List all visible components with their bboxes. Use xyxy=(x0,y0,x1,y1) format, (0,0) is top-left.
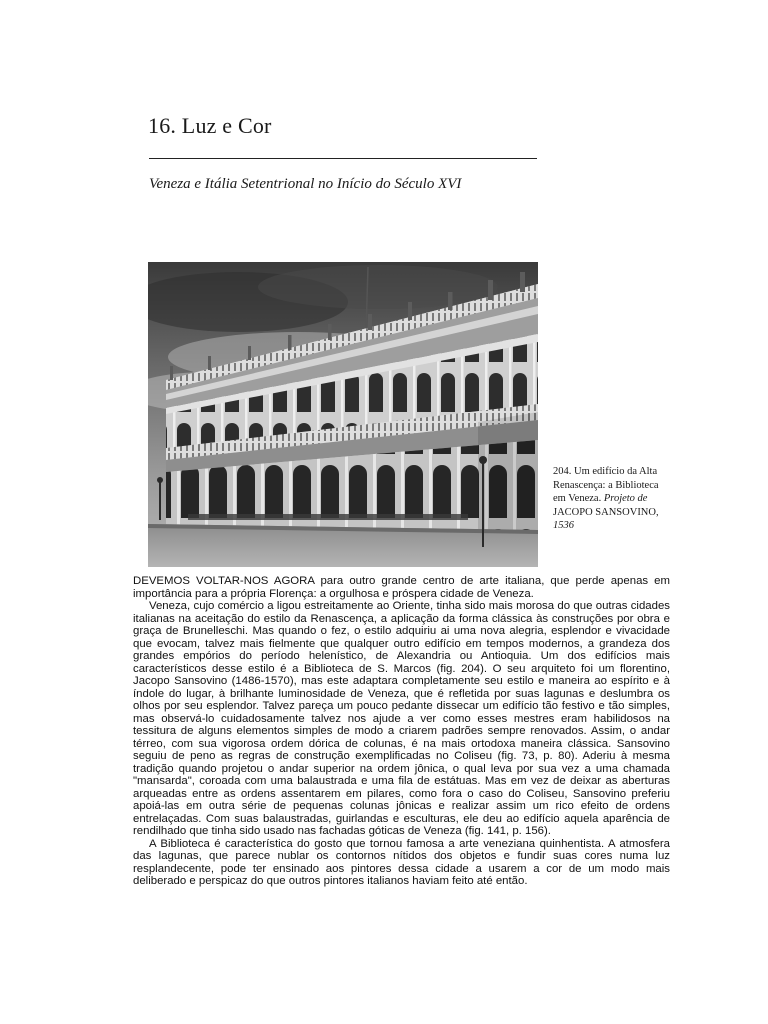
paragraph-3: A Biblioteca é característica do gosto que tornou famosa a arte veneziana quinhentista. A atmosfera das lagunas, que parece nublar os contornos nítidos dos objetos e fundir suas cores numa luz resplandecente, pode ter ensinado aos pintores dessa cidade a usarem a cor de um modo mais deliberado e perspicaz do que outros pintores italianos haviam feito até então. xyxy=(133,837,670,887)
caption-projeto: Projeto de xyxy=(603,493,648,505)
caption-text: 204. Um edifício da Alta Renascença: a Biblioteca em Veneza. xyxy=(553,466,659,505)
caption-author: JACOPO SANSOVINO, xyxy=(553,506,659,518)
chapter-subtitle: Veneza e Itália Setentrional no Início do Século XVI xyxy=(149,176,462,192)
paragraph-2: Veneza, cujo comércio a ligou estreitamente ao Oriente, tinha sido mais morosa do que outras cidades italianas na aceitação do estilo da Renascença, a aplicação da forma clássica às construções por obra e graça de Brunelleschi. Mas quando o fez, o estilo adquiriu ai uma nova alegria, esplendor e vivacidade que evocam, talvez mais fielmente que qualquer outro edifício em tempos modernos, a grandeza dos grandes empórios do período helenístico, de Alexandria ou Antioquia. Um dos edifícios mais característicos desse estilo é a Biblioteca de S. Marcos (fig. 204). O seu arquiteto foi um florentino, Jacopo Sansovino (1486-1570), mas este adaptara completamente seu estilo e maneira ao espírito e à índole do lugar, à brilhante luminosidade de Veneza, que é refletida por suas lagunas e deslumbra os olhos por seu esplendor. Talvez pareça um pouco pedante dissecar um edifício tão festivo e tão simples, mas observá-lo cuidadosamente talvez nos ajude a ver como esses mestres eram habilidosos na tessitura de alguns elementos simples de modo a criarem padrões sempre renovados. Assim, o andar térreo, com sua vigorosa ordem dórica de colunas, é na mais ortodoxa maneira clássica. Sansovino seguiu de peno as regras de construção exemplificadas no Coliseu (fig. 73, p. 80). Aderiu à mesma tradição quando projetou o andar superior na ordem jônica, o qual leva por sua vez a uma chamada "mansarda", coroada com uma balaustrada e uma fila de estátuas. Mas em vez de deixar as aberturas arqueadas entre as ordens assentarem em pilares, como fora o caso do Coliseu, Sansovino preferiu apoiá-las em outra série de pequenas colunas jônicas e realizar assim um rico efeito de ordens entrelaçadas. Com suas balaustradas, guirlandas e esculturas, ele deu ao edifício aquela aparência de rendilhado que tinha sido usado nas fachadas góticas de Veneza (fig. 141, p. 156). xyxy=(133,600,670,837)
paragraph-1: DEVEMOS VOLTAR-NOS AGORA para outro grande centro de arte italiana, que perde apenas em importância para a própria Florença: a orgulhosa e próspera cidade de Veneza. xyxy=(133,575,670,600)
library-photo xyxy=(148,262,538,567)
chapter-title: 16. Luz e Cor xyxy=(148,113,272,138)
figure-caption xyxy=(553,465,663,533)
caption-year: 1536 xyxy=(553,520,574,532)
title-rule xyxy=(149,158,537,159)
body-text xyxy=(133,575,670,888)
